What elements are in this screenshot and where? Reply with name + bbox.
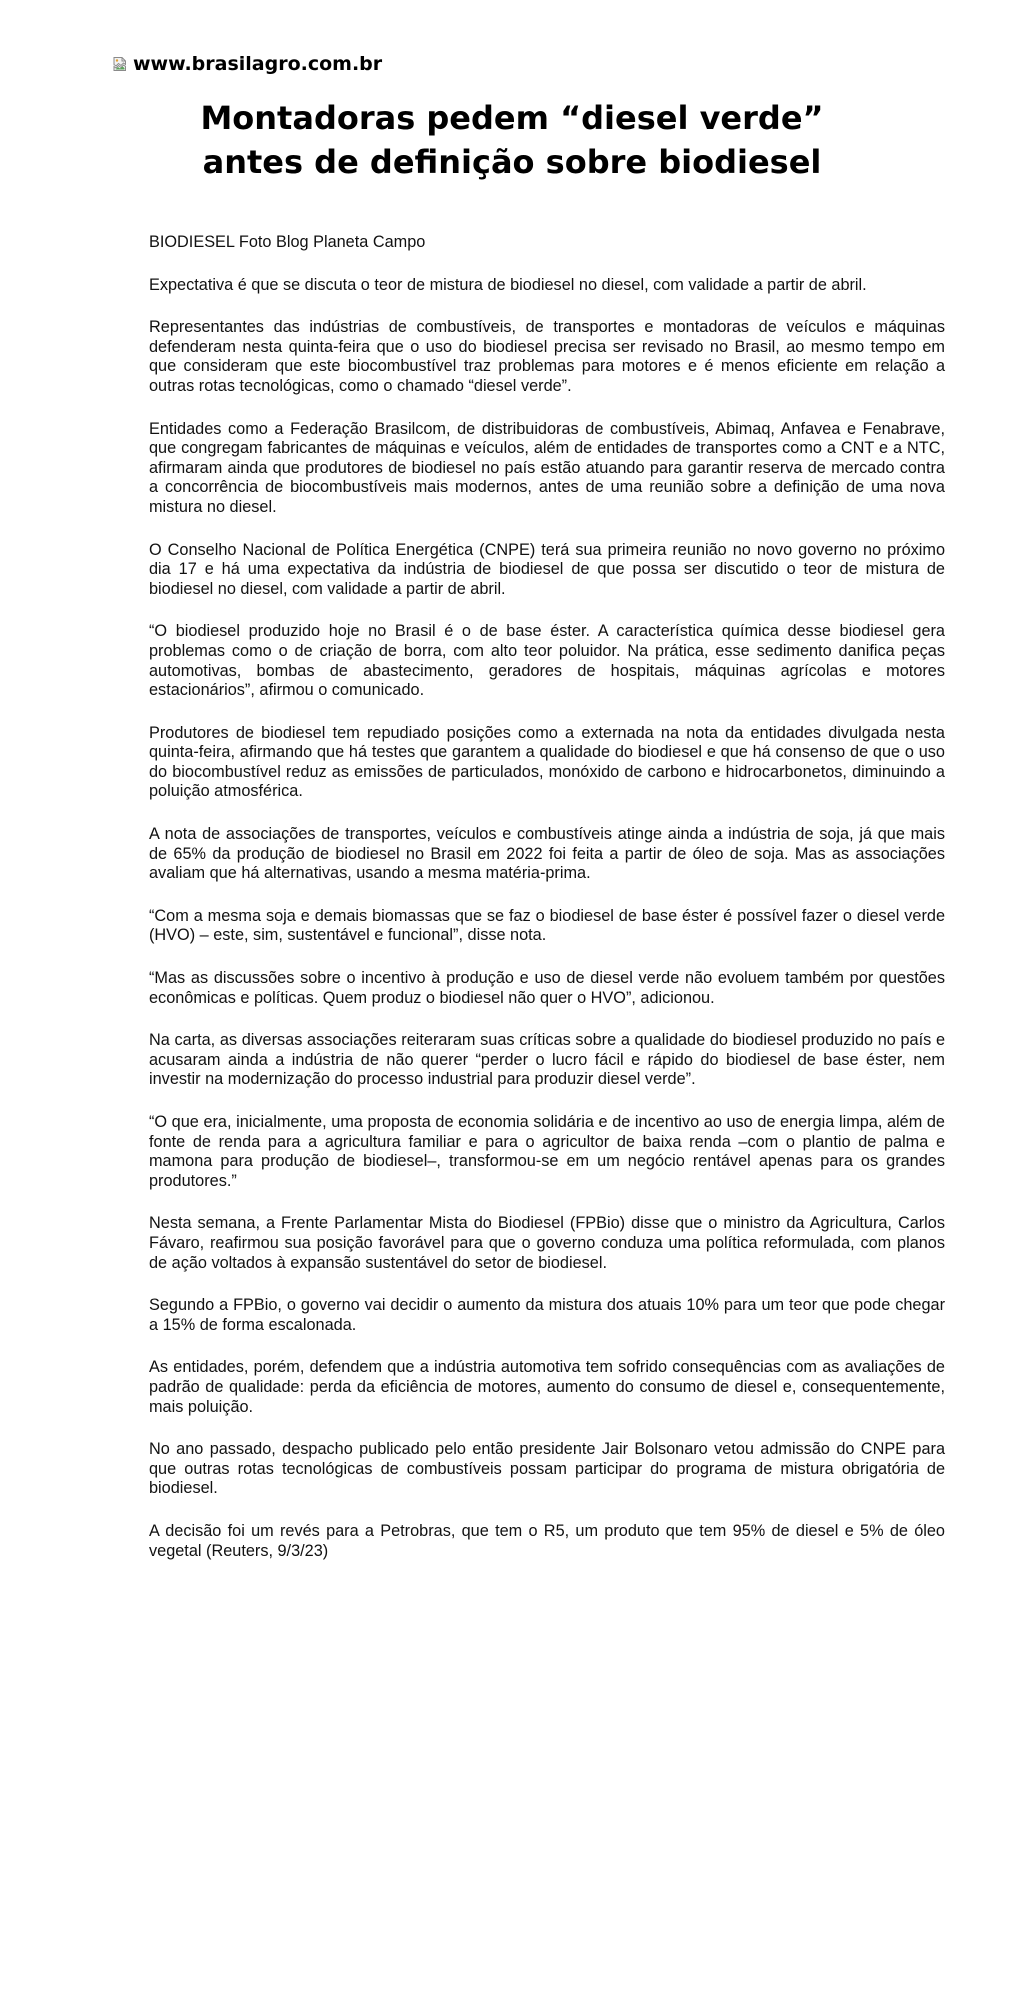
article-paragraph: “O que era, inicialmente, uma proposta de economia solidária e de incentivo ao uso de energia limpa, além de fonte de renda para a agricultura familiar e para o agricultor de baixa renda –com o plantio de palma e mamona para produção de biodiesel–, transformou-se em um negócio rentável apenas para os grandes produtores.” — [149, 1113, 945, 1190]
article-paragraph: As entidades, porém, defendem que a indústria automotiva tem sofrido consequências com as avaliações de padrão de qualidade: perda da eficiência de motores, aumento do consumo de diesel e, consequentemente, mais poluição. — [149, 1358, 945, 1416]
site-masthead[interactable] — [112, 53, 382, 75]
article-paragraph: Segundo a FPBio, o governo vai decidir o aumento da mistura dos atuais 10% para um teor que pode chegar a 15% de forma escalonada. — [149, 1296, 945, 1334]
site-domain: www.brasilagro.com.br — [133, 53, 383, 75]
broken-image-icon — [112, 56, 128, 72]
article-paragraph: Produtores de biodiesel tem repudiado posições como a externada na nota da entidades divulgada nesta quinta-feira, afirmando que há testes que garantem a qualidade do biodiesel e que há consenso de que o uso do biocombustível reduz as emissões de particulados, monóxido de carbono e hidrocarbonetos, diminuindo a poluição atmosférica. — [149, 723, 945, 801]
article-paragraph: No ano passado, despacho publicado pelo então presidente Jair Bolsonaro vetou admissão do CNPE para que outras rotas tecnológicas de combustíveis possam participar do programa de mistura obrigatória de biodiesel. — [149, 1440, 945, 1498]
article-paragraph: Nesta semana, a Frente Parlamentar Mista do Biodiesel (FPBio) disse que o ministro da Agricultura, Carlos Fávaro, reafirmou sua posição favorável para que o governo conduza uma política reformulada, com planos de ação voltados à expansão sustentável do setor de biodiesel. — [149, 1214, 945, 1272]
article-paragraph: “Mas as discussões sobre o incentivo à produção e uso de diesel verde não evoluem também por questões econômicas e políticas. Quem produz o biodiesel não quer o HVO”, adicionou. — [149, 969, 945, 1007]
article-paragraph: Expectativa é que se discuta o teor de mistura de biodiesel no diesel, com validade a partir de abril. — [149, 275, 867, 294]
article-title: Montadoras pedem “diesel verde” antes de definição sobre biodiesel — [200, 99, 824, 181]
article-paragraph: Entidades como a Federação Brasilcom, de distribuidoras de combustíveis, Abimaq, Anfavea e Fenabrave, que congregam fabricantes de máquinas e veículos, além de entidades de transportes como a CNT e a NTC, afirmaram ainda que produtores de biodiesel no país estão atuando para garantir reserva de mercado contra a concorrência de biocombustíveis mais modernos, antes de uma reunião sobre a definição de uma nova mistura no diesel. — [149, 419, 945, 516]
article-paragraph: O Conselho Nacional de Política Energética (CNPE) terá sua primeira reunião no novo governo no próximo dia 17 e há uma expectativa da indústria de biodiesel de que possa ser discutido o teor de mistura de biodiesel no diesel, com validade a partir de abril. — [149, 540, 945, 598]
article-paragraph: Representantes das indústrias de combustíveis, de transportes e montadoras de veículos e máquinas defenderam nesta quinta-feira que o uso do biodiesel precisa ser revisado no Brasil, ao mesmo tempo em que consideram que este biocombustível traz problemas para motores e é menos eficiente em relação a outras rotas tecnológicas, como o chamado “diesel verde”. — [149, 318, 945, 395]
article-paragraph: A decisão foi um revés para a Petrobras, que tem o R5, um produto que tem 95% de diesel e 5% de óleo vegetal (Reuters, 9/3/23) — [149, 1521, 945, 1560]
article-paragraph: Na carta, as diversas associações reiteraram suas críticas sobre a qualidade do biodiesel produzido no país e acusaram ainda a indústria de não querer “perder o lucro fácil e rápido do biodiesel de base éster, nem investir na modernização do processo industrial para produzir diesel verde”. — [149, 1031, 945, 1089]
article-body — [149, 233, 945, 1584]
article-paragraph: “O biodiesel produzido hoje no Brasil é o de base éster. A característica química desse biodiesel gera problemas como o de criação de borra, com alto teor poluidor. Na prática, esse sedimento danifica peças automotivas, bombas de abastecimento, geradores de hospitais, máquinas agrícolas e motores estacionários”, afirmou o comunicado. — [149, 622, 945, 700]
photo-caption: BIODIESEL Foto Blog Planeta Campo — [149, 233, 426, 251]
article-paragraph: “Com a mesma soja e demais biomassas que se faz o biodiesel de base éster é possível fazer o diesel verde (HVO) – este, sim, sustentável e funcional”, disse nota. — [149, 906, 945, 945]
article-paragraph: A nota de associações de transportes, veículos e combustíveis atinge ainda a indústria de soja, já que mais de 65% da produção de biodiesel no Brasil em 2022 foi feita a partir de óleo de soja. Mas as associações avaliam que há alternativas, usando a mesma matéria-prima. — [149, 825, 945, 883]
